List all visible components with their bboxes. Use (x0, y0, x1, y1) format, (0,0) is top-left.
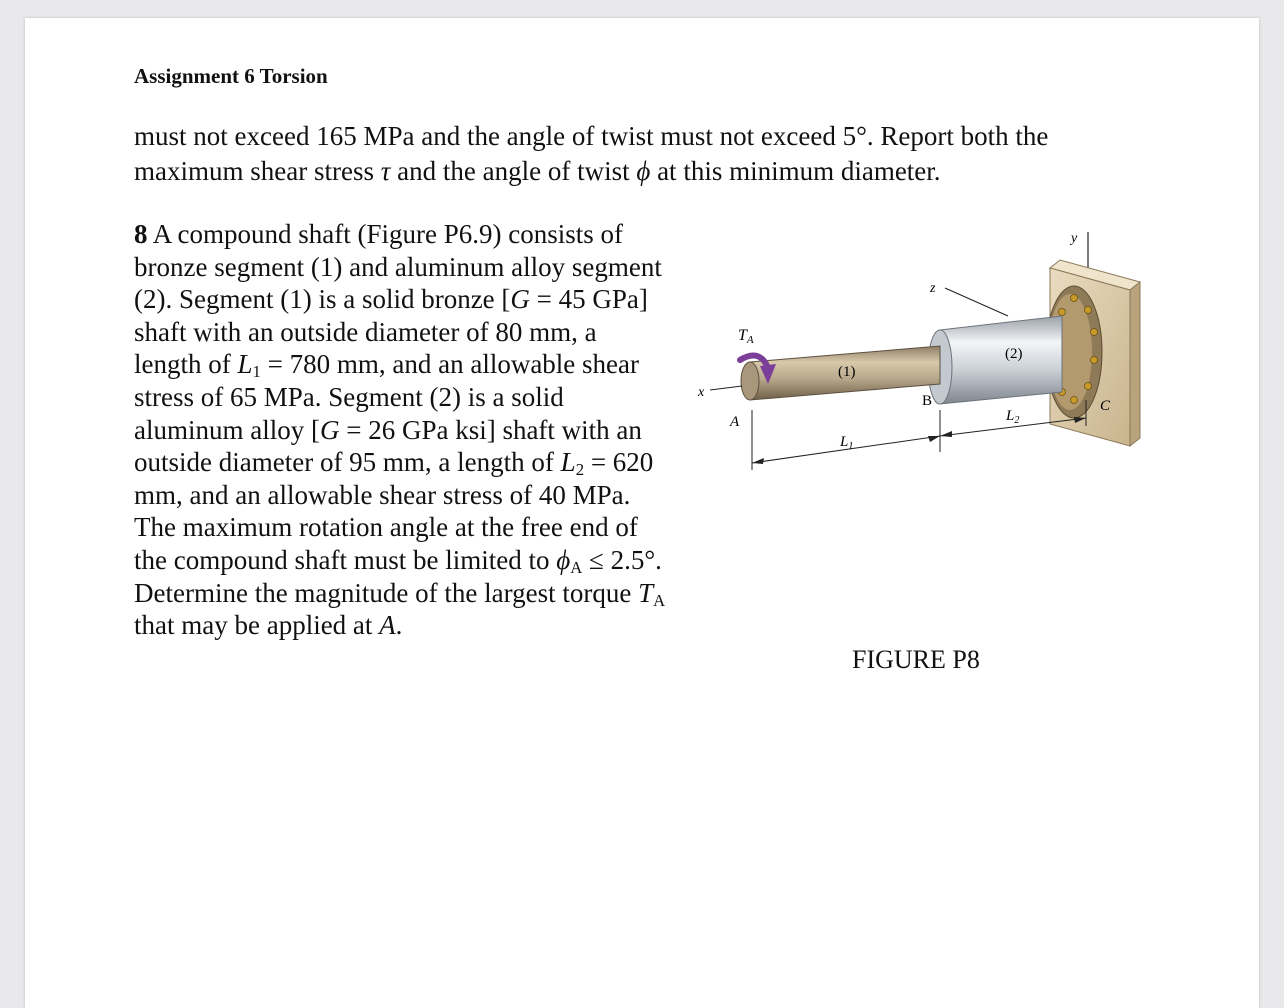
label-point-C: C (1100, 398, 1111, 414)
problem-line: stress of 65 MPa. Segment (2) is a solid (134, 381, 564, 412)
problem-line: the compound shaft must be limited to $\phi_A \le 2.5^\circ$. (134, 544, 662, 578)
label-segment-2: (2) (1005, 346, 1023, 362)
label-segment-1: (1) (838, 364, 856, 380)
label-point-A: A (730, 414, 740, 430)
problem-line: 8 A compound shaft (Figure P6.9) consists of (134, 219, 623, 249)
label-point-B: B (922, 393, 933, 409)
problem-line: aluminum alloy [G = 26 GPa ksi] shaft with an (134, 414, 642, 445)
label-z: z (930, 281, 936, 296)
problem-line: outside diameter of 95 mm, a length of $L_2 = 620$ (134, 447, 654, 480)
continued-line-1: must not exceed 165 MPa and the angle of twist must not exceed 5°. Report both the (134, 121, 1049, 151)
problem-number: 8 (134, 219, 148, 249)
label-L2: $L_2$ (1006, 408, 1020, 426)
problem-line: length of $L_1 = 780$ mm, and an allowable shear (134, 349, 640, 382)
label-y: y (1071, 231, 1078, 246)
dimension-lines (752, 400, 1086, 470)
problem-line: mm, and an allowable shear stress of 40 MPa. (134, 479, 631, 510)
assignment-title: Assignment 6 Torsion (134, 64, 328, 88)
label-torque: TA (738, 327, 754, 346)
problem-line: Determine the magnitude of the largest torque $T_A$ (134, 577, 666, 610)
problem-line: shaft with an outside diameter of 80 mm, a (134, 316, 597, 347)
continued-text (134, 119, 1154, 189)
x-axis-line (710, 386, 742, 390)
problem-line: (2). Segment (1) is a solid bronze [G = 45 GPa] (134, 284, 648, 315)
compound-shaft-figure (690, 220, 1160, 480)
label-x: x (698, 385, 705, 400)
problem-8 (134, 218, 694, 642)
z-axis-line (945, 288, 1008, 316)
phi-symbol: ϕ (636, 156, 651, 186)
label-L1: $L_1$ (840, 434, 854, 452)
problem-line: that may be applied at A. (134, 610, 403, 641)
problem-line: bronze segment (1) and aluminum alloy segment (134, 251, 662, 282)
tau-symbol: τ (380, 156, 391, 186)
continued-line-2: maximum shear stress τ and the angle of twist ϕ at this minimum diameter. (134, 156, 941, 186)
segment-2-aluminum (928, 316, 1062, 404)
problem-line: The maximum rotation angle at the free end of (134, 512, 638, 543)
figure-caption: FIGURE P8 (852, 645, 980, 674)
